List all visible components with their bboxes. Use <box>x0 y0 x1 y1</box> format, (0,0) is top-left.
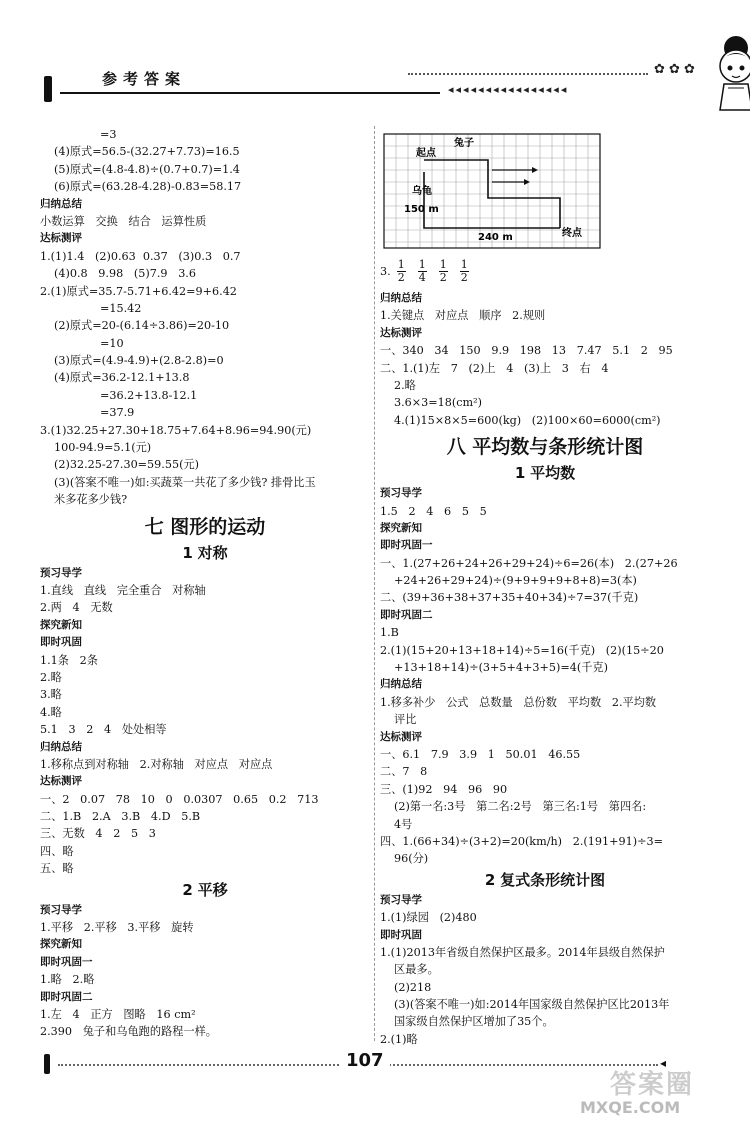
subsection-label: 探究新知 <box>40 938 82 951</box>
answer-line: 2.略 <box>394 378 416 392</box>
answer-line: (2)218 <box>394 980 432 994</box>
answer-line: (3)(答案不唯一)如:2014年国家级自然保护区比2013年 <box>394 998 670 1012</box>
answer-line: 一、340 34 150 9.9 198 13 7.47 5.1 2 95 <box>380 344 673 358</box>
fraction-answers <box>380 258 475 284</box>
fraction <box>418 259 427 284</box>
answer-line: 1.B <box>380 626 399 640</box>
answer-line: 2.390 兔子和乌龟跑的路程一样。 <box>40 1025 217 1039</box>
subsection-label: 达标测评 <box>380 326 422 339</box>
answer-line: (4)原式=56.5-(32.27+7.73)=16.5 <box>54 145 240 159</box>
section-title: 对称 <box>197 543 228 562</box>
fraction <box>460 259 469 284</box>
answer-line: 一、1.(27+26+24+26+29+24)÷6=26(本) 2.(27+26 <box>380 556 678 570</box>
cartoon-girl-icon <box>706 26 750 116</box>
answer-line: 5.1 3 2 4 处处相等 <box>40 723 167 737</box>
watermark-logo: 答案圈 <box>610 1070 695 1100</box>
answer-line: 二、1.(1)左 7 (2)上 4 (3)上 3 右 4 <box>380 361 609 375</box>
fraction-denominator: 2 <box>439 270 447 284</box>
answer-line: 1.(1)绿园 (2)480 <box>380 911 477 925</box>
subsection-label: 归纳总结 <box>380 678 422 691</box>
answer-line: 2.(1)原式=35.7-5.71+6.42=9+6.42 <box>40 284 237 298</box>
section-title: 平移 <box>197 880 228 899</box>
section-number: 2 <box>182 880 193 899</box>
answer-line: (4)原式=36.2-12.1+13.8 <box>54 371 190 385</box>
answer-line: +24+26+29+24)÷(9+9+9+9+8+8)=3(本) <box>394 574 637 588</box>
answer-line: 1.5 2 4 6 5 5 <box>380 504 487 518</box>
section-number: 1 <box>514 464 526 483</box>
answer-line: 2.(1)略 <box>380 1032 418 1046</box>
subsection-label: 预习导学 <box>380 487 422 500</box>
fraction <box>397 259 406 284</box>
answer-line: 1.左 4 正方 图略 16 cm² <box>40 1007 196 1021</box>
subsection-label: 即时巩固一 <box>40 955 93 968</box>
answer-line: =36.2+13.8-12.1 <box>100 388 198 402</box>
answer-line: 1.移多补少 公式 总数量 总份数 平均数 2.平均数 <box>380 695 657 709</box>
section-heading <box>380 868 710 892</box>
answer-line: 1.关键点 对应点 顺序 2.规则 <box>380 309 546 323</box>
answer-line: 1.移称点到对称轴 2.对称轴 对应点 对应点 <box>40 757 273 771</box>
fraction-denominator: 4 <box>418 270 426 284</box>
answer-line: 一、2 0.07 78 10 0 0.0307 0.65 0.2 713 <box>40 792 319 806</box>
answer-line: +13+18+14)÷(3+5+4+3+5)=4(千克) <box>394 661 608 675</box>
label-turtle: 乌龟 <box>412 186 432 197</box>
answer-line: (5)原式=(4.8-4.8)÷(0.7+0.7)=1.4 <box>54 162 240 176</box>
subsection-label: 探究新知 <box>40 618 82 631</box>
answer-line: (6)原式=(63.28-4.28)-0.83=58.17 <box>54 180 242 194</box>
answer-line: (2)第一名:3号 第二名:2号 第三名:1号 第四名: <box>394 800 647 814</box>
arrow-head <box>532 167 538 173</box>
subsection-label: 即时巩固二 <box>380 608 433 621</box>
label-rabbit: 兔子 <box>454 138 474 149</box>
answer-line: 米多花多少钱? <box>54 493 128 507</box>
fraction-numerator: 1 <box>418 257 426 271</box>
flower-icons: ✿ ✿ ✿ <box>654 62 695 77</box>
watermark-url: MXQE.COM <box>580 1098 681 1117</box>
answer-line: 评比 <box>394 713 417 727</box>
section-title: 平均数 <box>530 464 576 483</box>
answer-line: 区最多。 <box>394 963 439 977</box>
fraction-denominator: 2 <box>397 270 405 284</box>
right-column <box>380 290 710 1048</box>
answer-line: 96(分) <box>394 852 429 866</box>
answer-line: 3.略 <box>40 688 62 702</box>
answer-line: 2.略 <box>40 670 62 684</box>
answer-line: 二、(39+36+38+37+35+40+34)÷7=37(千克) <box>380 591 639 605</box>
fraction-prefix: 3. <box>380 264 391 278</box>
answer-line: 1.平移 2.平移 3.平移 旋转 <box>40 921 194 935</box>
subsection-label: 即时巩固二 <box>40 990 93 1003</box>
subsection-label: 归纳总结 <box>380 292 422 304</box>
label-240m: 240 m <box>478 232 513 243</box>
section-number: 1 <box>182 543 193 562</box>
answer-line: 2.(1)(15+20+13+18+14)÷5=16(千克) (2)(15÷20 <box>380 643 664 657</box>
section-heading <box>40 878 370 902</box>
answer-line: =3 <box>100 128 117 141</box>
fraction-denominator: 2 <box>460 270 468 284</box>
header-marker <box>44 76 52 102</box>
answer-line: 三、(1)92 94 96 90 <box>380 782 508 796</box>
fraction-numerator: 1 <box>439 257 447 271</box>
chapter-heading: 八 平均数与条形统计图 <box>446 436 644 459</box>
subsection-label: 达标测评 <box>380 730 422 743</box>
answer-line: 4号 <box>394 817 413 831</box>
page-footer <box>40 1046 700 1076</box>
answer-line: =10 <box>100 336 124 350</box>
subsection-label: 探究新知 <box>380 521 422 534</box>
header-dotted-rule <box>408 73 648 75</box>
answer-line: 4.(1)15×8×5=600(kg) (2)100×60=6000(cm²) <box>394 413 661 427</box>
header-arrows: ◂◂◂◂◂◂◂◂◂◂◂◂◂◂◂◂ <box>448 83 569 96</box>
answer-line: 五、略 <box>40 862 74 876</box>
answer-line: 国家级自然保护区增加了35个。 <box>394 1015 554 1029</box>
section-title: 复式条形统计图 <box>500 870 606 889</box>
subsection-label: 预习导学 <box>40 566 82 579</box>
answer-line: 三、无数 4 2 5 3 <box>40 827 156 841</box>
left-column <box>40 126 370 1041</box>
answer-line: 1.(1)2013年省级自然保护区最多。2014年县级自然保护 <box>380 945 665 959</box>
subsection-label: 归纳总结 <box>40 197 82 210</box>
answer-line: 二、1.B 2.A 3.B 4.D 5.B <box>40 810 201 824</box>
subsection-label: 即时巩固 <box>40 636 82 649</box>
answer-line: =37.9 <box>100 406 135 420</box>
subsection-label: 达标测评 <box>40 232 82 245</box>
header-title: 参考答案 <box>102 70 187 88</box>
subsection-label: 即时巩固 <box>380 928 422 941</box>
subsection-label: 即时巩固一 <box>380 539 433 552</box>
answer-line: 二、7 8 <box>380 765 428 779</box>
label-150m: 150 m <box>404 204 439 215</box>
footer-arrow-icon: ◂ <box>660 1056 667 1070</box>
answer-line: =15.42 <box>100 301 142 315</box>
subsection-label: 达标测评 <box>40 775 82 788</box>
fraction <box>439 259 448 284</box>
label-start: 起点 <box>416 148 436 159</box>
subsection-label: 预习导学 <box>40 903 82 916</box>
answer-line: (3)(答案不唯一)如:买蔬菜一共花了多少钱? 排骨比玉 <box>54 475 316 489</box>
page-header <box>40 62 740 112</box>
answer-line: 四、1.(66+34)÷(3+2)=20(km/h) 2.(191+91)÷3= <box>380 834 663 848</box>
answer-line: 1.略 2.略 <box>40 973 95 987</box>
section-heading <box>380 461 710 485</box>
section-heading <box>40 541 370 565</box>
answer-line: 1.直线 直线 完全重合 对称轴 <box>40 583 206 597</box>
answer-line: 小数运算 交换 结合 运算性质 <box>40 214 207 228</box>
answer-line: 100-94.9=5.1(元) <box>54 441 152 455</box>
chapter-heading: 七 图形的运动 <box>144 515 266 538</box>
subsection-label: 归纳总结 <box>40 740 82 753</box>
header-rule <box>60 92 440 94</box>
answer-line: 3.(1)32.25+27.30+18.75+7.64+8.96=94.90(元) <box>40 423 312 437</box>
section-number: 2 <box>484 870 496 889</box>
answer-line: 1.(1)1.4 (2)0.63 0.37 (3)0.3 0.7 <box>40 249 241 263</box>
answer-line: (2)32.25-27.30=59.55(元) <box>54 458 200 472</box>
answer-line: (3)原式=(4.9-4.9)+(2.8-2.8)=0 <box>54 354 224 368</box>
route-grid-figure <box>382 132 602 252</box>
answer-line: 一、6.1 7.9 3.9 1 50.01 46.55 <box>380 747 581 761</box>
answer-line: (4)0.8 9.98 (5)7.9 3.6 <box>54 267 196 281</box>
page-number: 107 <box>340 1050 390 1071</box>
answer-line: 四、略 <box>40 844 74 858</box>
fraction-numerator: 1 <box>460 257 468 271</box>
answer-line: 2.两 4 无数 <box>40 601 113 615</box>
footer-marker <box>44 1054 50 1074</box>
fraction-numerator: 1 <box>397 257 405 271</box>
answer-line: (2)原式=20-(6.14÷3.86)=20-10 <box>54 319 230 333</box>
answer-line: 1.1条 2条 <box>40 653 98 667</box>
answer-line: 4.略 <box>40 705 62 719</box>
label-end: 终点 <box>562 228 582 239</box>
subsection-label: 预习导学 <box>380 893 422 906</box>
column-separator <box>374 126 375 1041</box>
answer-line: 3.6×3=18(cm²) <box>394 396 482 410</box>
arrow-head-2 <box>524 179 530 185</box>
